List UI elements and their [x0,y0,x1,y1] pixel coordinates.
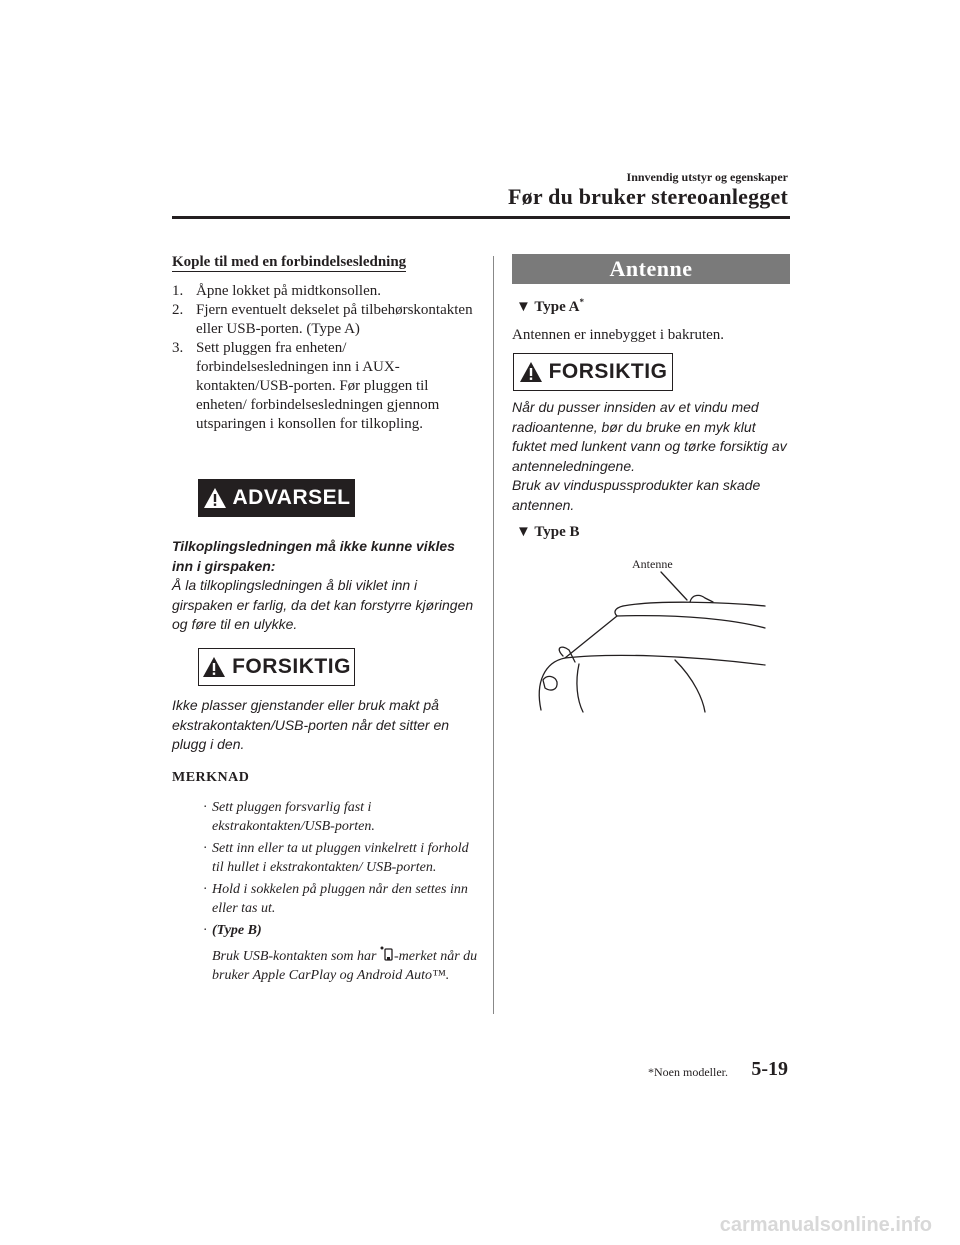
note-item: · (Type B) [203,923,262,938]
warning-triangle-icon [519,361,543,383]
step-item: 2. Fjern eventuelt dekselet på tilbehørskontakten eller USB-porten. (Type A) [172,302,473,337]
caution-text-right: Når du pusser innsiden av et vindu med radioantenne, bør du bruke en myk klut fuktet med lunkent vann og tørke forsiktig av antenneledningene. Bruk av vinduspussprodukter kan skade antennen. [512,399,787,513]
page-number: 5-19 [751,1058,788,1080]
watermark: carmanualsonline.info [719,1214,932,1236]
warning-triangle-icon [203,487,227,509]
type-a-heading: ▼ Type A* [516,297,584,315]
note-title: MERKNAD [172,770,250,785]
caution-label-box: FORSIKTIG [198,648,355,686]
warning-text: Tilkoplingsledningen må ikke kunne vikles inn i girspaken: Å la tilkoplingsledningen å bli viklet inn i girspaken er farlig, da det kan forstyrre kjøringen og føre til en ulykke. [172,538,474,632]
note-item: · Sett inn eller ta ut pluggen vinkelrett i forhold til hullet i ekstrakontakten/ USB-porten. [203,841,469,875]
header-rule [172,216,790,219]
antenna-banner: Antenne [512,254,790,284]
section-title: Før du bruker stereoanlegget [508,184,788,209]
figure-label: Antenne [632,557,673,571]
warning-triangle-icon [202,656,226,678]
step-item: 3. Sett pluggen fra enheten/ forbindelsesledningen inn i AUX-kontakten/USB-porten. Før pluggen til enheten/ forbindelsesledningen gjennom utsparingen i konsollen for tilkopling. [172,340,440,432]
triangle-marker-icon: ▼ [516,299,531,315]
note-item: · Hold i sokkelen på pluggen når den settes inn eller tas ut. [203,882,468,916]
footnote: *Noen modeller. [648,1065,728,1079]
triangle-marker-icon: ▼ [516,524,531,540]
rear-car-antenna-figure [535,570,770,715]
note-item: Bruk USB-kontakten som har -merket når du bruker Apple CarPlay og Android Auto™. [198,946,478,985]
steps-list [172,282,477,434]
column-divider [493,256,494,1014]
usb-symbol-icon [380,946,394,962]
note-list [198,798,478,988]
subheading: Kople til med en forbindelsesledning [172,254,407,270]
chapter-title: Innvendig utstyr og egenskaper [626,170,788,184]
caution-text: Ikke plasser gjenstander eller bruk makt på ekstrakontakten/USB-porten når det sitter en plugg i den. [172,697,450,752]
warning-label-box: ADVARSEL [198,479,355,517]
note-item: · Sett pluggen forsvarlig fast i ekstrakontakten/USB-porten. [203,800,375,834]
type-a-text: Antennen er innebygget i bakruten. [512,327,725,343]
caution-label-box-right: FORSIKTIG [513,353,673,391]
type-b-heading: ▼ Type B [516,524,580,540]
step-item: 1. Åpne lokket på midtkonsollen. [172,283,381,299]
